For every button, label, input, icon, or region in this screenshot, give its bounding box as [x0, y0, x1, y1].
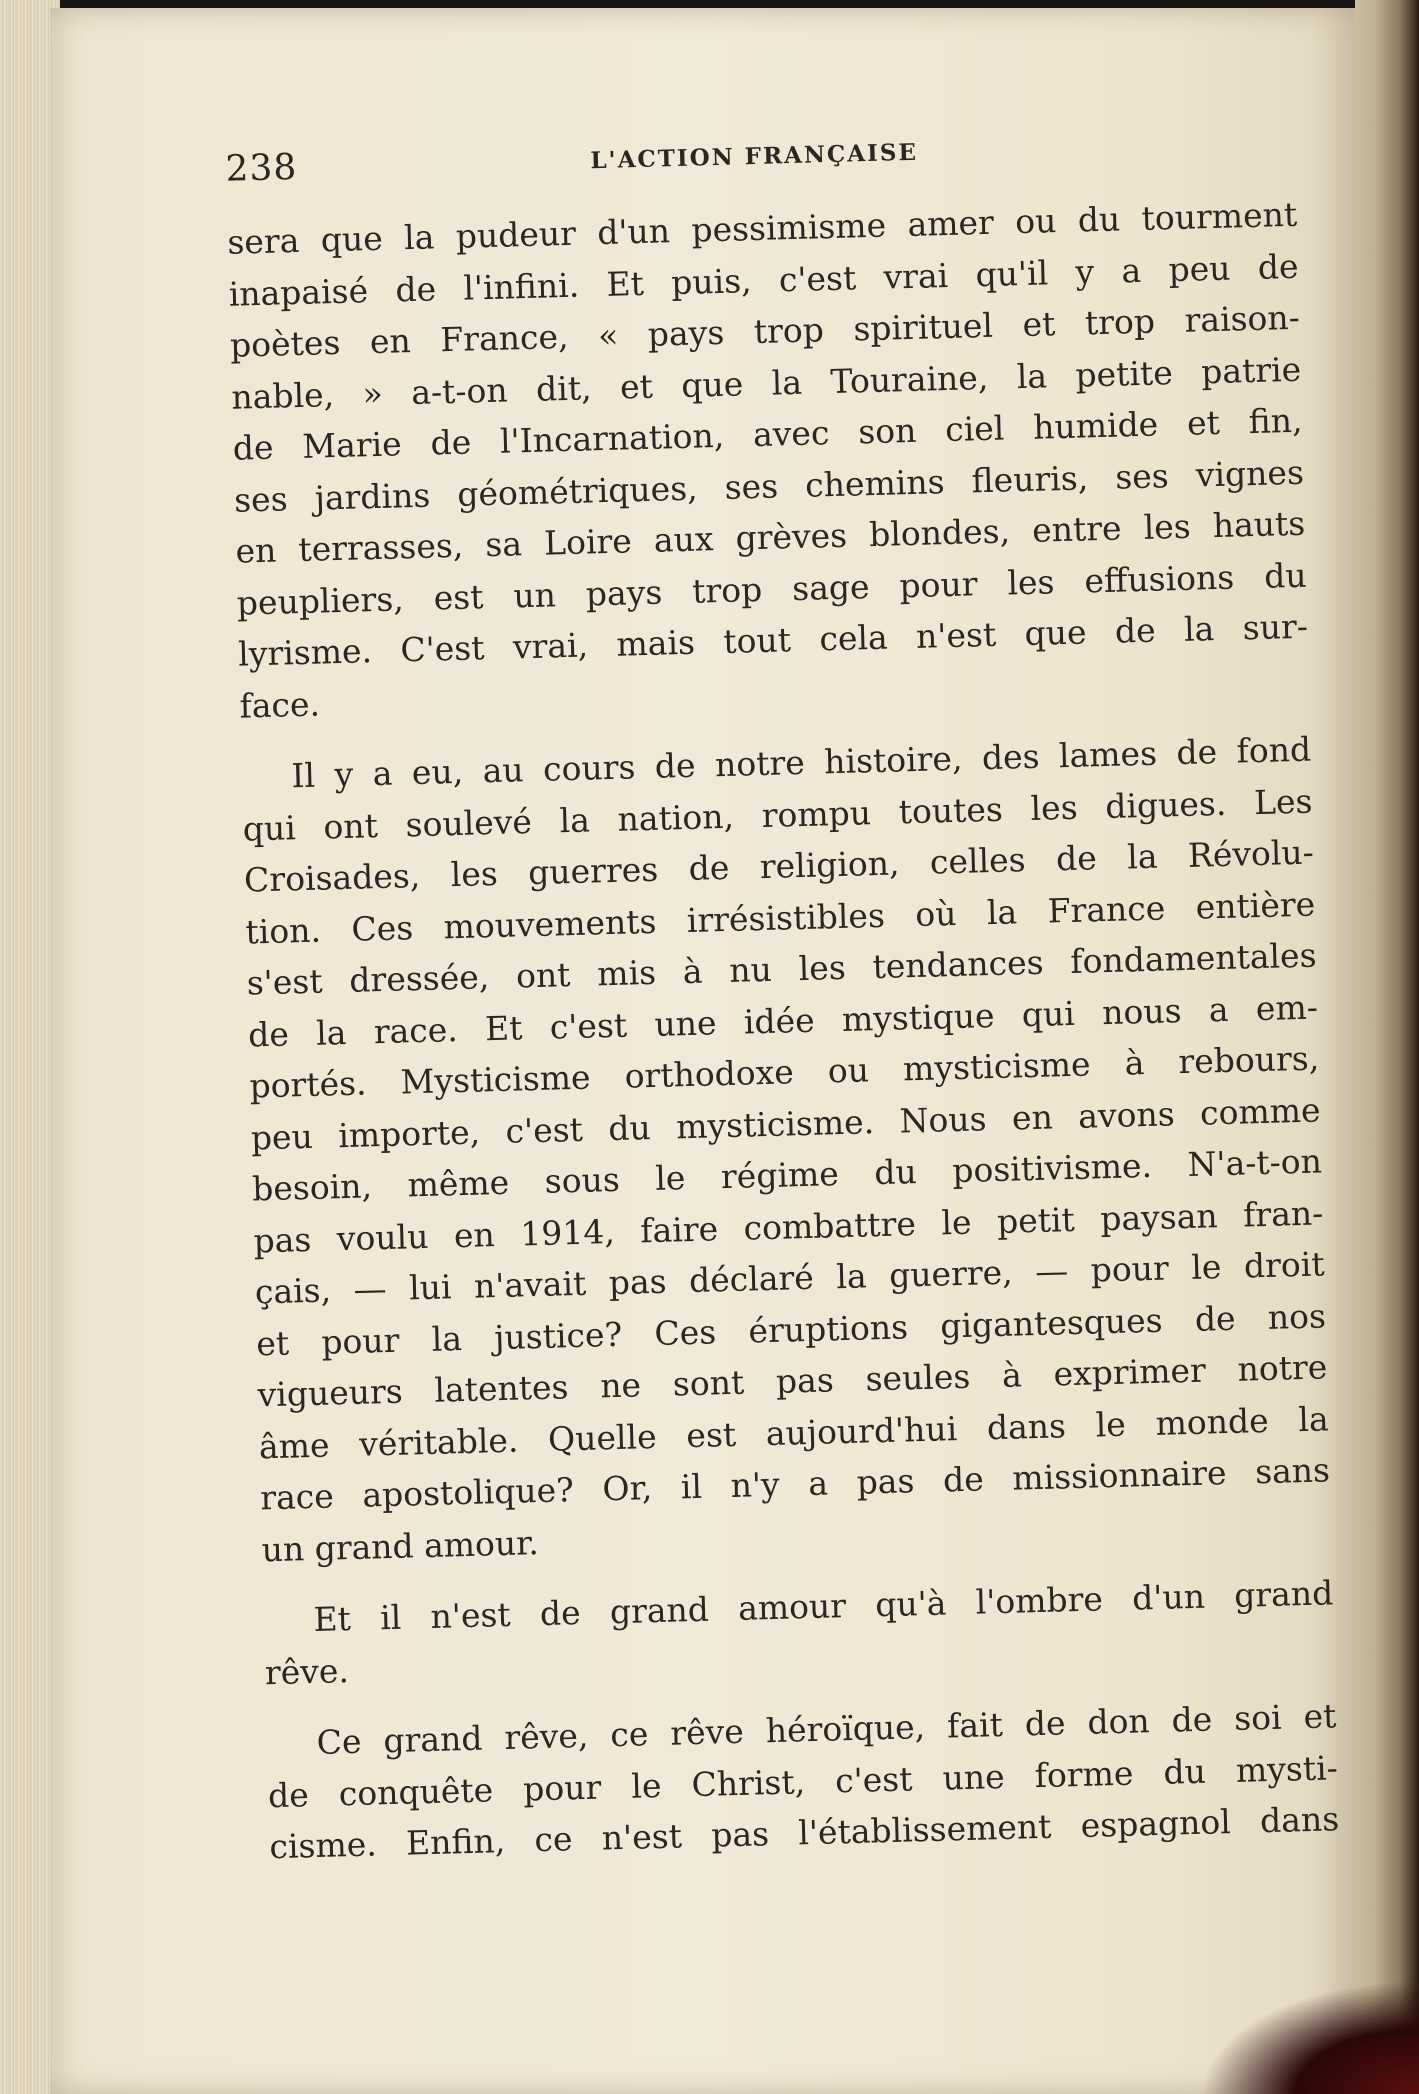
text-line: de la race. Et c'est une idée mystique qui nous a em- [247, 987, 1319, 1055]
text-line: âme véritable. Quelle est aujourd'hui dans le monde la [258, 1398, 1330, 1466]
text-line: face. [239, 684, 321, 726]
text-line: de conquête pour le Christ, c'est une forme du mysti- [267, 1747, 1339, 1815]
text-line: qui ont soulevé la nation, rompu toutes les digues. Les [242, 781, 1313, 849]
text-line: inapaisé de l'infini. Et puis, c'est vrai qu'il y a peu de [228, 246, 1299, 314]
text-line: Ce grand rêve, ce rêve héroïque, fait de don de soi et [316, 1696, 1337, 1762]
page-number: 238 [224, 146, 298, 190]
paragraph-4 [221, 1690, 1340, 1874]
text-line: nable, » a-t-on dit, et que la Touraine, la petite patrie [230, 349, 1302, 417]
text-line: sera que la pudeur d'un pessimisme amer ou du tourment [226, 194, 1298, 262]
text-line: çais, — lui n'avait pas déclaré la guerre, — pour le droit [254, 1244, 1326, 1312]
text-line: peu importe, c'est du mysticisme. Nous en avons comme [250, 1089, 1322, 1157]
text-line: ses jardins géométriques, ses chemins fleuris, ses vignes [233, 452, 1305, 520]
text-line: Croisades, les guerres de religion, celles de la Révolu- [243, 832, 1315, 900]
text-line: en terrasses, sa Loire aux grèves blondes, entre les hauts [235, 503, 1306, 571]
text-line: race apostolique? Or, il n'y a pas de missionnaire sans [259, 1450, 1331, 1518]
paragraph-3 [218, 1567, 1335, 1699]
text-line: peupliers, est un pays trop sage pour les effusions du [236, 555, 1308, 623]
text-line: vigueurs latentes ne sont pas seules à exprimer notre [257, 1347, 1328, 1415]
page-text-block [180, 120, 1375, 1894]
text-line: de Marie de l'Incarnation, avec son ciel humide et fin, [232, 400, 1303, 468]
text-line: poètes en France, « pays trop spirituel et trop raison- [229, 297, 1301, 365]
paragraph-1 [182, 189, 1310, 733]
text-line: s'est dressée, ont mis à nu les tendances fondamentales [246, 935, 1317, 1003]
text-line: et pour la justice? Ces éruptions gigantesques de nos [255, 1295, 1327, 1363]
text-line: cisme. Enfin, ce n'est pas l'établissement espagnol dans [268, 1799, 1340, 1867]
text-line: Et il n'est de grand amour qu'à l'ombre d'un grand [313, 1573, 1334, 1640]
text-line: rêve. [264, 1650, 350, 1692]
running-title: L'ACTION FRANÇAISE [590, 138, 919, 175]
text-line: besoin, même sous le régime du positivisme. N'a-t-on [251, 1141, 1323, 1209]
text-line: Il y a eu, au cours de notre histoire, des lames de fond [290, 729, 1312, 796]
book-cover-corner [1200, 1980, 1419, 2094]
text-line: un grand amour. [261, 1522, 540, 1569]
text-line: tion. Ces mouvements irrésistibles où la France entière [244, 884, 1316, 952]
text-line: lyrisme. C'est vrai, mais tout cela n'est que de la sur- [237, 606, 1309, 674]
text-line: pas voulu en 1914, faire combattre le petit paysan fran- [253, 1192, 1324, 1260]
paragraph-2 [196, 724, 1332, 1577]
text-line: portés. Mysticisme orthodoxe ou mysticisme à rebours, [249, 1038, 1320, 1106]
